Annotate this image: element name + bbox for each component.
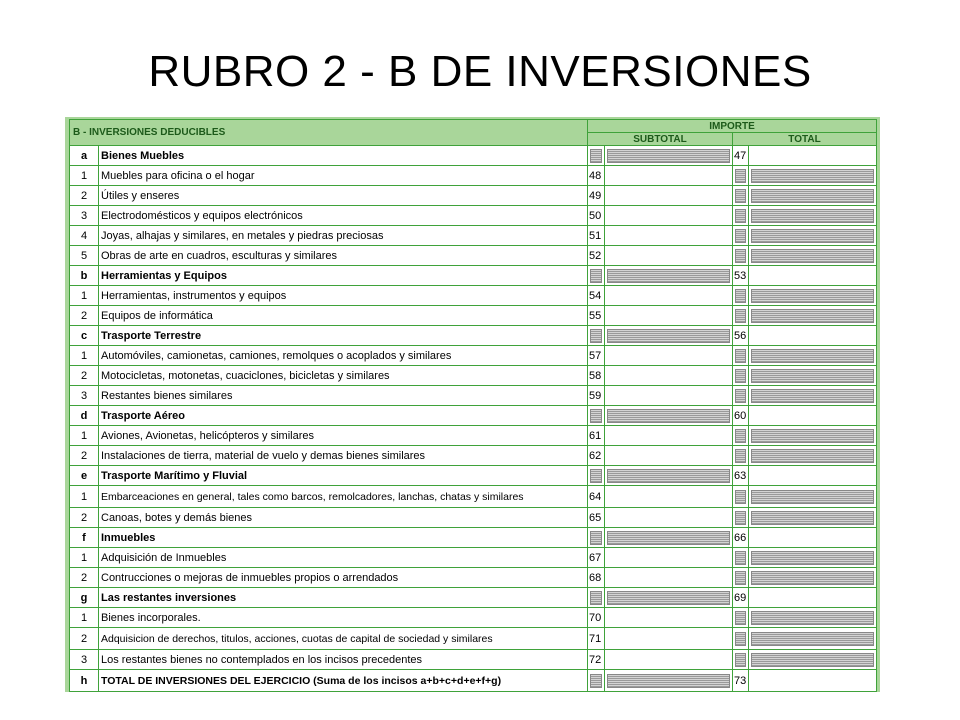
- total-shaded: [749, 286, 877, 306]
- row-letter: 2: [70, 186, 99, 206]
- shaded-block: [735, 229, 746, 243]
- item-row: [70, 186, 877, 206]
- subtotal-code: 68: [588, 568, 605, 588]
- shaded-block: [607, 329, 730, 343]
- subtotal-input[interactable]: [605, 446, 733, 466]
- total-shaded: [749, 166, 877, 186]
- row-description: Obras de arte en cuadros, esculturas y similares: [99, 246, 588, 266]
- total-shaded: [749, 346, 877, 366]
- row-letter: 1: [70, 608, 99, 628]
- total-code-shaded: [733, 166, 749, 186]
- shaded-block: [751, 229, 874, 243]
- subtotal-input[interactable]: [605, 286, 733, 306]
- item-row: [70, 486, 877, 508]
- item-row: [70, 568, 877, 588]
- shaded-block: [607, 269, 730, 283]
- shaded-block: [735, 511, 746, 525]
- total-input[interactable]: [749, 670, 877, 692]
- row-description: Joyas, alhajas y similares, en metales y piedras preciosas: [99, 226, 588, 246]
- total-shaded: [749, 206, 877, 226]
- total-code-shaded: [733, 186, 749, 206]
- subtotal-input[interactable]: [605, 226, 733, 246]
- subtotal-shaded: [605, 588, 733, 608]
- shaded-block: [751, 369, 874, 383]
- total-code-shaded: [733, 446, 749, 466]
- subtotal-code: 55: [588, 306, 605, 326]
- total-code-shaded: [733, 346, 749, 366]
- group-row: [70, 326, 877, 346]
- subtotal-code: 54: [588, 286, 605, 306]
- row-description: Bienes incorporales.: [99, 608, 588, 628]
- shaded-block: [751, 611, 874, 625]
- row-description: Bienes Muebles: [99, 146, 588, 166]
- total-code: 73: [733, 670, 749, 692]
- row-letter: b: [70, 266, 99, 286]
- item-row: [70, 386, 877, 406]
- row-description: Útiles y enseres: [99, 186, 588, 206]
- total-shaded: [749, 426, 877, 446]
- subtotal-code: 67: [588, 548, 605, 568]
- total-shaded: [749, 366, 877, 386]
- group-row: [70, 588, 877, 608]
- total-code-shaded: [733, 306, 749, 326]
- row-description: Contrucciones o mejoras de inmuebles propios o arrendados: [99, 568, 588, 588]
- shaded-block: [735, 429, 746, 443]
- shaded-block: [607, 409, 730, 423]
- total-shaded: [749, 386, 877, 406]
- shaded-block: [751, 429, 874, 443]
- subtotal-header: SUBTOTAL: [588, 133, 733, 146]
- group-row: [70, 466, 877, 486]
- row-description: Inmuebles: [99, 528, 588, 548]
- shaded-block: [735, 449, 746, 463]
- total-shaded: [749, 628, 877, 650]
- shaded-block: [751, 449, 874, 463]
- shaded-block: [751, 289, 874, 303]
- row-letter: f: [70, 528, 99, 548]
- shaded-block: [590, 591, 602, 605]
- row-description: Trasporte Terrestre: [99, 326, 588, 346]
- subtotal-code: 51: [588, 226, 605, 246]
- subtotal-code: 65: [588, 508, 605, 528]
- row-letter: e: [70, 466, 99, 486]
- item-row: [70, 366, 877, 386]
- row-description: Motocicletas, motonetas, cuaciclones, bicicletas y similares: [99, 366, 588, 386]
- total-code-shaded: [733, 568, 749, 588]
- row-description: Automóviles, camionetas, camiones, remolques o acoplados y similares: [99, 346, 588, 366]
- header-row-top: [70, 120, 877, 133]
- total-shaded: [749, 486, 877, 508]
- group-row: [70, 266, 877, 286]
- row-letter: 1: [70, 426, 99, 446]
- row-letter: 1: [70, 286, 99, 306]
- item-row: [70, 226, 877, 246]
- shaded-block: [751, 169, 874, 183]
- row-letter: 2: [70, 446, 99, 466]
- subtotal-code: 52: [588, 246, 605, 266]
- total-shaded: [749, 608, 877, 628]
- subtotal-code: 61: [588, 426, 605, 446]
- subtotal-code: 50: [588, 206, 605, 226]
- total-input[interactable]: [749, 146, 877, 166]
- item-row: [70, 628, 877, 650]
- total-input[interactable]: [749, 466, 877, 486]
- subtotal-input[interactable]: [605, 306, 733, 326]
- subtotal-input[interactable]: [605, 366, 733, 386]
- row-description: Adquisición de Inmuebles: [99, 548, 588, 568]
- subtotal-code-shaded: [588, 588, 605, 608]
- subtotal-shaded: [605, 146, 733, 166]
- total-code: 56: [733, 326, 749, 346]
- item-row: [70, 246, 877, 266]
- subtotal-shaded: [605, 466, 733, 486]
- item-row: [70, 426, 877, 446]
- row-letter: 1: [70, 486, 99, 508]
- shaded-block: [607, 674, 730, 688]
- subtotal-code-shaded: [588, 670, 605, 692]
- subtotal-code: 62: [588, 446, 605, 466]
- total-shaded: [749, 226, 877, 246]
- shaded-block: [735, 209, 746, 223]
- investment-form: [65, 117, 880, 692]
- shaded-block: [735, 349, 746, 363]
- shaded-block: [751, 189, 874, 203]
- row-letter: 1: [70, 346, 99, 366]
- row-description: Trasporte Aéreo: [99, 406, 588, 426]
- subtotal-input[interactable]: [605, 246, 733, 266]
- subtotal-code: 72: [588, 650, 605, 670]
- subtotal-code-shaded: [588, 266, 605, 286]
- row-letter: a: [70, 146, 99, 166]
- row-letter: 2: [70, 306, 99, 326]
- total-code: 60: [733, 406, 749, 426]
- total-code-shaded: [733, 608, 749, 628]
- total-code-shaded: [733, 206, 749, 226]
- subtotal-code: 57: [588, 346, 605, 366]
- total-code-shaded: [733, 628, 749, 650]
- row-letter: 2: [70, 508, 99, 528]
- subtotal-code: 71: [588, 628, 605, 650]
- total-shaded: [749, 508, 877, 528]
- shaded-block: [590, 469, 602, 483]
- row-letter: d: [70, 406, 99, 426]
- shaded-block: [735, 611, 746, 625]
- row-letter: 3: [70, 386, 99, 406]
- subtotal-shaded: [605, 528, 733, 548]
- total-shaded: [749, 568, 877, 588]
- shaded-block: [607, 469, 730, 483]
- group-row: [70, 528, 877, 548]
- shaded-block: [590, 269, 602, 283]
- row-description: Electrodomésticos y equipos electrónicos: [99, 206, 588, 226]
- total-shaded: [749, 446, 877, 466]
- total-code-shaded: [733, 366, 749, 386]
- shaded-block: [590, 531, 602, 545]
- shaded-block: [607, 149, 730, 163]
- subtotal-input[interactable]: [605, 548, 733, 568]
- shaded-block: [735, 632, 746, 646]
- total-shaded: [749, 306, 877, 326]
- subtotal-code-shaded: [588, 146, 605, 166]
- row-letter: 2: [70, 628, 99, 650]
- shaded-block: [751, 571, 874, 585]
- total-code-shaded: [733, 246, 749, 266]
- shaded-block: [735, 249, 746, 263]
- row-description: Trasporte Marítimo y Fluvial: [99, 466, 588, 486]
- row-letter: 2: [70, 568, 99, 588]
- item-row: [70, 548, 877, 568]
- row-description: Aviones, Avionetas, helicópteros y similares: [99, 426, 588, 446]
- item-row: [70, 286, 877, 306]
- subtotal-code: 49: [588, 186, 605, 206]
- shaded-block: [735, 571, 746, 585]
- shaded-block: [751, 551, 874, 565]
- total-code-shaded: [733, 650, 749, 670]
- section-header: B - INVERSIONES DEDUCIBLES: [70, 120, 588, 146]
- row-description: Embarceaciones en general, tales como barcos, remolcadores, lanchas, chatas y similares: [99, 486, 588, 508]
- item-row: [70, 346, 877, 366]
- total-code-shaded: [733, 286, 749, 306]
- shaded-block: [751, 249, 874, 263]
- total-shaded: [749, 186, 877, 206]
- total-code-shaded: [733, 386, 749, 406]
- row-description: Instalaciones de tierra, material de vuelo y demas bienes similares: [99, 446, 588, 466]
- form-table: [69, 119, 877, 692]
- total-shaded: [749, 650, 877, 670]
- shaded-block: [735, 289, 746, 303]
- shaded-block: [735, 309, 746, 323]
- group-row: [70, 406, 877, 426]
- shaded-block: [590, 674, 602, 688]
- shaded-block: [607, 531, 730, 545]
- subtotal-code: 58: [588, 366, 605, 386]
- shaded-block: [735, 653, 746, 667]
- row-letter: c: [70, 326, 99, 346]
- subtotal-input[interactable]: [605, 650, 733, 670]
- shaded-block: [735, 389, 746, 403]
- shaded-block: [751, 389, 874, 403]
- total-input[interactable]: [749, 528, 877, 548]
- shaded-block: [751, 490, 874, 504]
- subtotal-input[interactable]: [605, 608, 733, 628]
- total-code: 66: [733, 528, 749, 548]
- row-description: Adquisicion de derechos, titulos, acciones, cuotas de capital de sociedad y similares: [99, 628, 588, 650]
- subtotal-shaded: [605, 406, 733, 426]
- subtotal-input[interactable]: [605, 426, 733, 446]
- subtotal-input[interactable]: [605, 386, 733, 406]
- subtotal-code-shaded: [588, 466, 605, 486]
- subtotal-input[interactable]: [605, 186, 733, 206]
- row-description: Herramientas y Equipos: [99, 266, 588, 286]
- total-shaded: [749, 246, 877, 266]
- subtotal-input[interactable]: [605, 206, 733, 226]
- total-input[interactable]: [749, 406, 877, 426]
- group-row: [70, 670, 877, 692]
- subtotal-code-shaded: [588, 326, 605, 346]
- shaded-block: [590, 329, 602, 343]
- subtotal-input[interactable]: [605, 508, 733, 528]
- row-letter: 1: [70, 166, 99, 186]
- row-letter: h: [70, 670, 99, 692]
- row-letter: 1: [70, 548, 99, 568]
- shaded-block: [735, 369, 746, 383]
- row-letter: g: [70, 588, 99, 608]
- total-input[interactable]: [749, 326, 877, 346]
- shaded-block: [751, 653, 874, 667]
- row-letter: 4: [70, 226, 99, 246]
- subtotal-code: 48: [588, 166, 605, 186]
- shaded-block: [735, 189, 746, 203]
- slide-title: RUBRO 2 - B DE INVERSIONES: [148, 47, 812, 96]
- row-description: Los restantes bienes no contemplados en los incisos precedentes: [99, 650, 588, 670]
- shaded-block: [751, 209, 874, 223]
- total-input[interactable]: [749, 588, 877, 608]
- row-description: TOTAL DE INVERSIONES DEL EJERCICIO (Suma de los incisos a+b+c+d+e+f+g): [99, 670, 588, 692]
- row-description: Equipos de informática: [99, 306, 588, 326]
- subtotal-code-shaded: [588, 528, 605, 548]
- total-code-shaded: [733, 508, 749, 528]
- total-code-shaded: [733, 548, 749, 568]
- total-code: 47: [733, 146, 749, 166]
- subtotal-input[interactable]: [605, 346, 733, 366]
- total-code-shaded: [733, 226, 749, 246]
- subtotal-code-shaded: [588, 406, 605, 426]
- shaded-block: [607, 591, 730, 605]
- subtotal-shaded: [605, 670, 733, 692]
- row-letter: 5: [70, 246, 99, 266]
- shaded-block: [751, 632, 874, 646]
- total-header: TOTAL: [733, 133, 877, 146]
- row-description: Muebles para oficina o el hogar: [99, 166, 588, 186]
- subtotal-shaded: [605, 326, 733, 346]
- subtotal-shaded: [605, 266, 733, 286]
- row-letter: 3: [70, 206, 99, 226]
- shaded-block: [735, 551, 746, 565]
- item-row: [70, 206, 877, 226]
- shaded-block: [751, 511, 874, 525]
- total-code: 53: [733, 266, 749, 286]
- item-row: [70, 508, 877, 528]
- group-row: [70, 146, 877, 166]
- row-description: Las restantes inversiones: [99, 588, 588, 608]
- row-letter: 3: [70, 650, 99, 670]
- shaded-block: [751, 309, 874, 323]
- subtotal-code: 70: [588, 608, 605, 628]
- item-row: [70, 306, 877, 326]
- item-row: [70, 608, 877, 628]
- item-row: [70, 650, 877, 670]
- total-shaded: [749, 548, 877, 568]
- total-input[interactable]: [749, 266, 877, 286]
- total-code: 63: [733, 466, 749, 486]
- shaded-block: [590, 409, 602, 423]
- subtotal-code: 59: [588, 386, 605, 406]
- subtotal-input[interactable]: [605, 628, 733, 650]
- row-description: Restantes bienes similares: [99, 386, 588, 406]
- item-row: [70, 166, 877, 186]
- total-code: 69: [733, 588, 749, 608]
- row-letter: 2: [70, 366, 99, 386]
- row-description: Herramientas, instrumentos y equipos: [99, 286, 588, 306]
- subtotal-input[interactable]: [605, 568, 733, 588]
- item-row: [70, 446, 877, 466]
- subtotal-input[interactable]: [605, 486, 733, 508]
- total-code-shaded: [733, 486, 749, 508]
- subtotal-input[interactable]: [605, 166, 733, 186]
- subtotal-code: 64: [588, 486, 605, 508]
- importe-header: IMPORTE: [588, 120, 877, 133]
- row-description: Canoas, botes y demás bienes: [99, 508, 588, 528]
- shaded-block: [735, 169, 746, 183]
- shaded-block: [590, 149, 602, 163]
- shaded-block: [751, 349, 874, 363]
- total-code-shaded: [733, 426, 749, 446]
- shaded-block: [735, 490, 746, 504]
